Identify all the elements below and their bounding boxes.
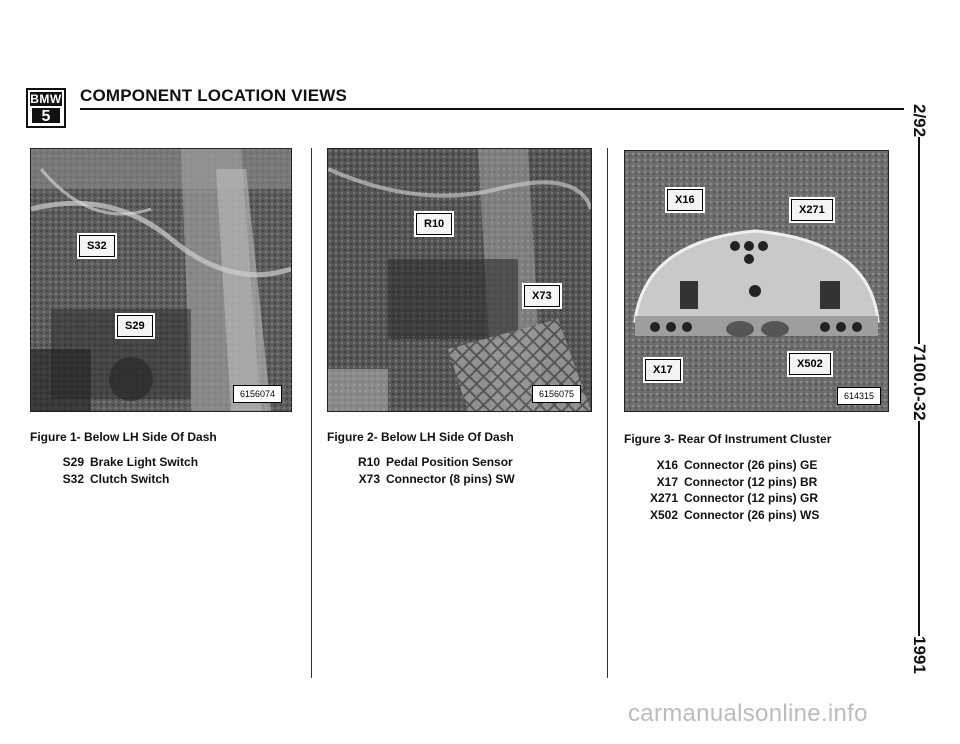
figure-2-legend <box>354 454 515 487</box>
legend-row <box>58 471 198 488</box>
figure-2-caption: Figure 2- Below LH Side Of Dash <box>327 430 514 444</box>
photo-id: 6156075 <box>532 385 581 403</box>
watermark: carmanualsonline.info <box>628 700 868 727</box>
legend-code: S29 <box>62 455 84 469</box>
photo-label-s32: S32 <box>79 235 115 257</box>
column-divider <box>607 148 608 678</box>
legend-desc: Brake Light Switch <box>90 455 199 469</box>
legend-code: X271 <box>649 491 678 505</box>
figure-1-photo-art <box>31 149 291 411</box>
photo-id: 6156074 <box>233 385 282 403</box>
legend-desc: Connector (12 pins) BR <box>684 474 818 489</box>
legend-row <box>354 454 515 471</box>
margin-year: 1991 <box>904 636 934 674</box>
photo-id: 614315 <box>837 387 881 405</box>
legend-row <box>640 507 819 524</box>
legend-desc: Clutch Switch <box>90 471 170 486</box>
photo-label-x502: X502 <box>789 353 831 375</box>
legend-row <box>640 474 819 491</box>
figure-3-caption: Figure 3- Rear Of Instrument Cluster <box>624 432 832 446</box>
legend-code: X17 <box>656 474 678 489</box>
legend-desc: Pedal Position Sensor <box>386 455 513 469</box>
photo-label-x271: X271 <box>791 199 833 221</box>
photo-label-r10: R10 <box>416 213 452 235</box>
figure-1-photo <box>30 148 292 412</box>
logo-brand: BMW <box>30 92 62 106</box>
figure-2-photo-art <box>328 149 591 411</box>
legend-desc: Connector (26 pins) WS <box>684 507 820 522</box>
margin-date: 2/92 <box>904 104 934 137</box>
column-divider <box>311 148 312 678</box>
legend-row <box>354 471 515 488</box>
figure-3-legend <box>640 457 819 523</box>
page-title: COMPONENT LOCATION VIEWS <box>80 86 348 105</box>
legend-desc: Connector (12 pins) GR <box>684 491 819 505</box>
legend-desc: Connector (26 pins) GE <box>684 458 818 472</box>
figure-1-caption: Figure 1- Below LH Side Of Dash <box>30 430 217 444</box>
header-rule <box>80 108 906 110</box>
figure-2-photo <box>327 148 592 412</box>
logo-series: 5 <box>32 108 60 123</box>
bmw-5-logo <box>26 88 66 128</box>
legend-desc: Connector (8 pins) SW <box>386 471 515 486</box>
legend-row <box>640 490 819 507</box>
photo-label-x16: X16 <box>667 189 703 211</box>
figure-3-photo <box>624 150 889 412</box>
figure-1-legend <box>58 454 198 487</box>
legend-code: X73 <box>358 471 380 486</box>
photo-label-s29: S29 <box>117 315 153 337</box>
legend-code: X16 <box>656 458 678 472</box>
photo-label-x73: X73 <box>524 285 560 307</box>
legend-code: X502 <box>649 507 678 522</box>
legend-code: R10 <box>357 455 380 469</box>
legend-code: S32 <box>62 471 84 486</box>
margin-section: 7100.0-32 <box>904 344 934 421</box>
photo-label-x17: X17 <box>645 359 681 381</box>
legend-row <box>640 457 819 474</box>
legend-row <box>58 454 198 471</box>
